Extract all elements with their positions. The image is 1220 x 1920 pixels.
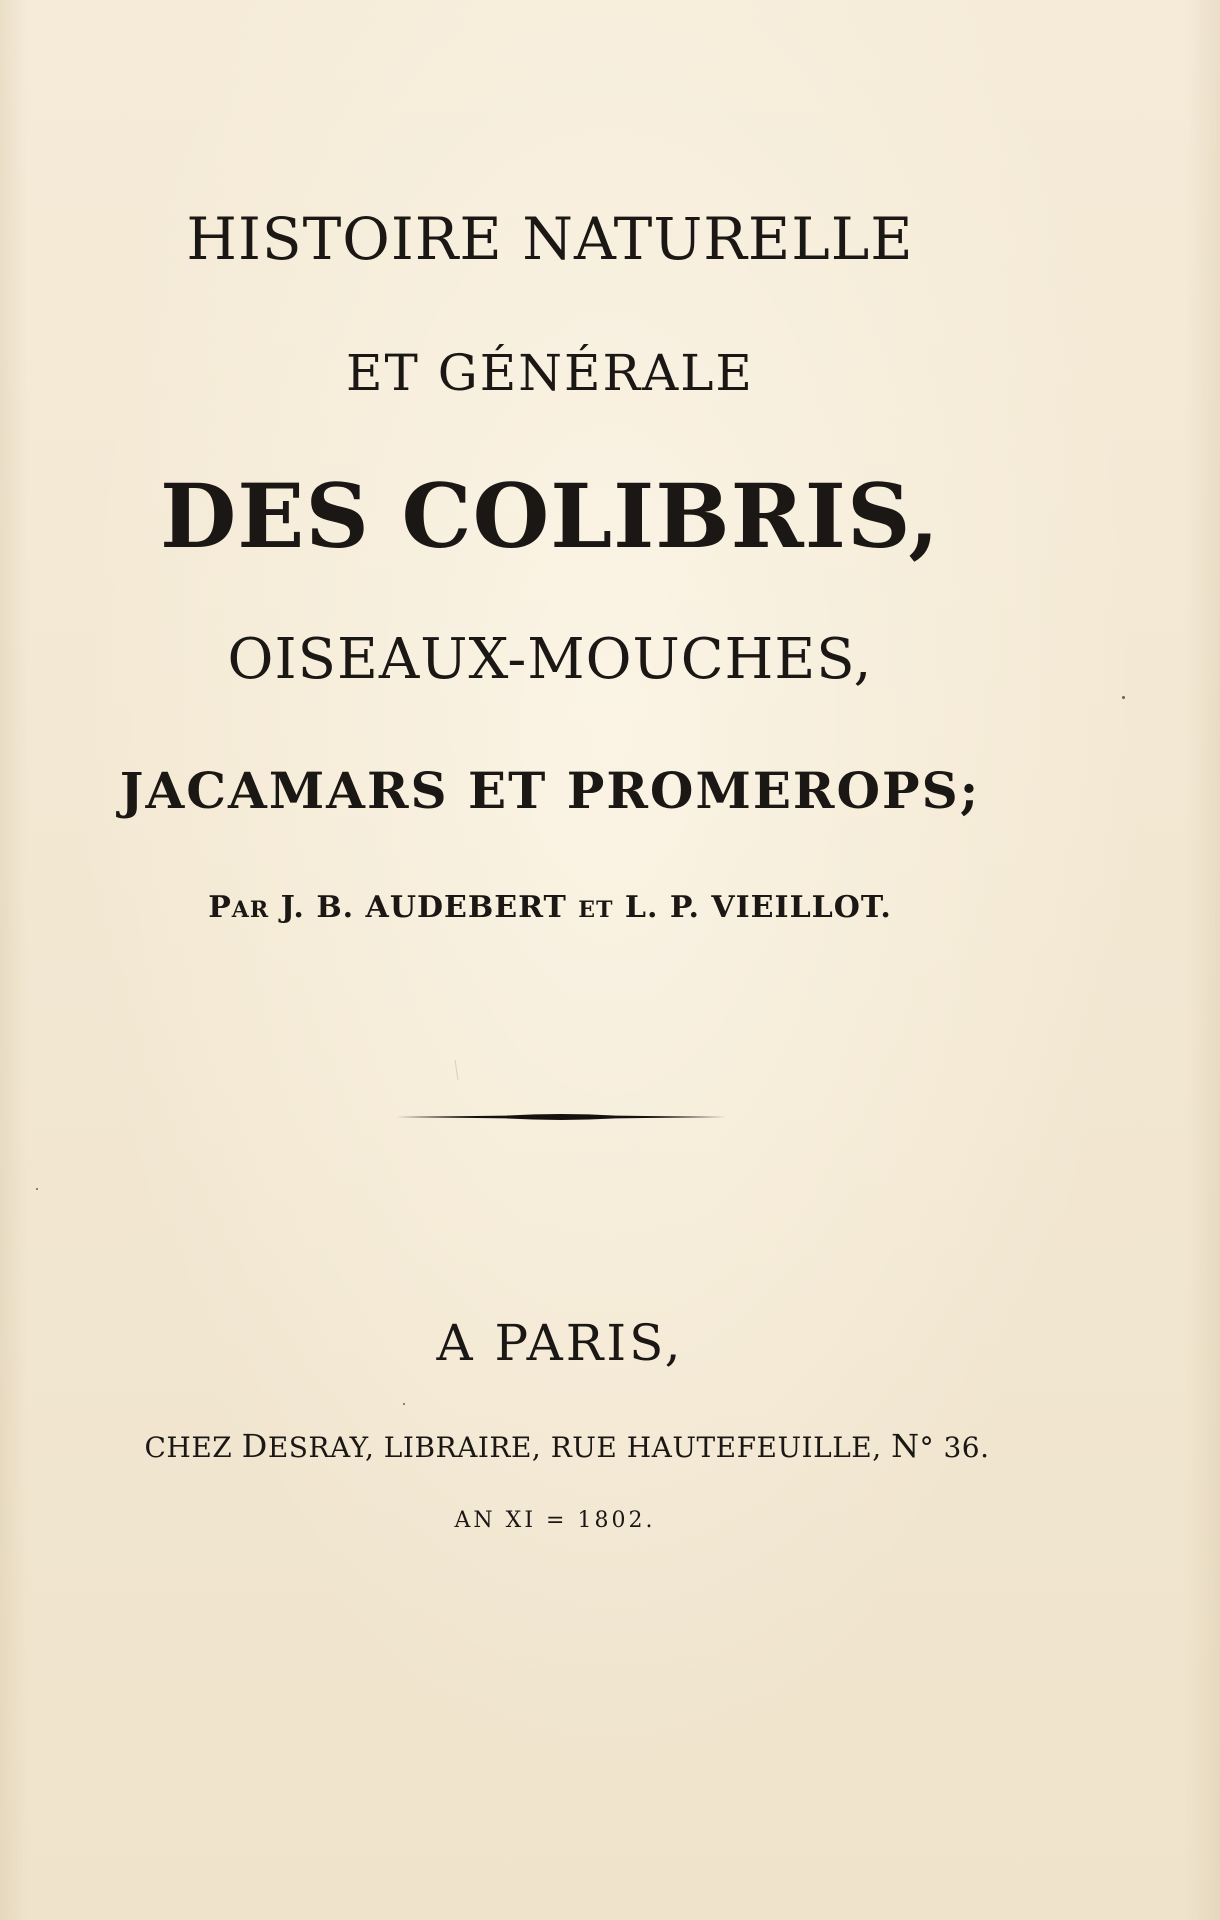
title-line-et-generale: ET GÉNÉRALE [346,344,754,402]
publisher-number-initial: N [891,1427,920,1465]
publisher-libraire: LIBRAIRE, [383,1431,542,1464]
imprint-date: AN XI = 1802. [454,1508,656,1533]
publisher-number-rest: ° 36. [919,1431,990,1464]
authors-par-rest: AR [231,897,270,923]
paper-speck [455,1060,459,1080]
author-audebert: J. B. AUDEBERT [280,890,567,925]
title-line-des-colibris: DES COLIBRIS, [159,464,941,568]
decorative-rule [396,1110,726,1124]
imprint-place: A PARIS, [436,1314,684,1372]
publisher-desray-initial: D [241,1427,268,1465]
publisher-desray-rest: ESRAY, [267,1431,375,1464]
imprint-publisher [0,1427,1134,1465]
authors-line [0,890,1100,925]
authors-par-initial: P [208,890,232,925]
paper-speck [1122,696,1125,699]
publisher-chez: CHEZ [144,1431,233,1464]
title-line-histoire-naturelle: HISTOIRE NATURELLE [186,205,914,273]
paper-speck [36,1188,38,1190]
paper-speck [403,1403,405,1405]
author-vieillot: L. P. VIEILLOT. [624,890,892,925]
publisher-street: RUE HAUTEFEUILLE, [550,1431,882,1464]
title-line-oiseaux-mouches: OISEAUX-MOUCHES, [227,627,873,692]
authors-et: ET [578,897,614,923]
title-line-jacamars-promerops: JACAMARS ET PROMEROPS; [119,761,981,820]
